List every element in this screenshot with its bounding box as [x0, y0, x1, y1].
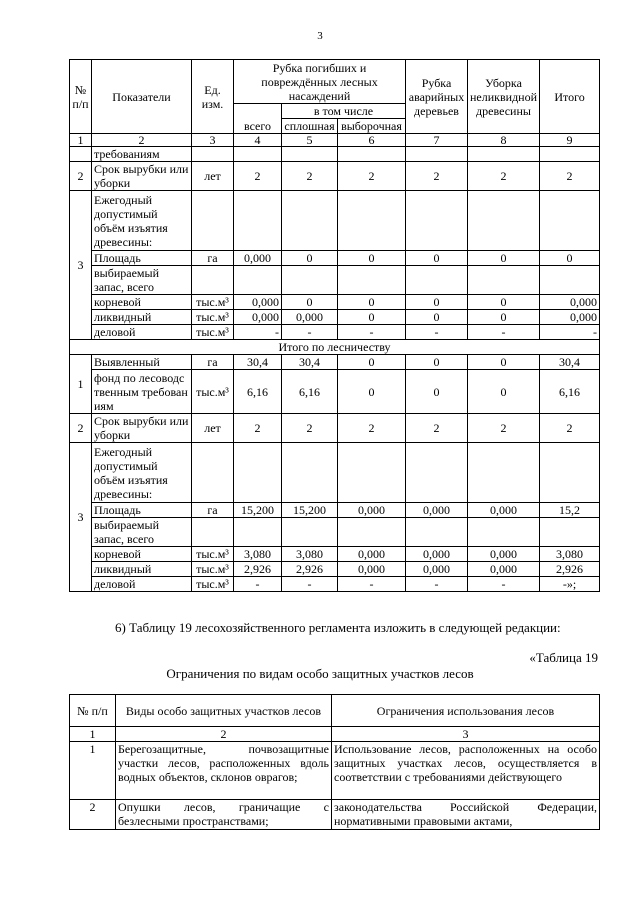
cell-value: 0 — [406, 370, 468, 414]
column-number: 3 — [332, 727, 600, 742]
cell-value: 0 — [406, 310, 468, 325]
cell-value: 0 — [338, 310, 406, 325]
row-unit: га — [192, 251, 234, 266]
cell-value: 2 — [234, 414, 282, 443]
cell-value: - — [282, 577, 338, 592]
table-caption: «Таблица 19 — [529, 650, 598, 665]
column-number: 2 — [92, 134, 192, 147]
cell-value: 0,000 — [234, 310, 282, 325]
row-label: фонд по лесоводственным требованиям — [92, 370, 192, 414]
row-label: деловой — [92, 325, 192, 340]
cell-value: 0,000 — [406, 562, 468, 577]
cell-value: -»; — [540, 577, 600, 592]
row-num: 3 — [70, 191, 92, 340]
row-label: ликвидный — [92, 562, 192, 577]
cell-value: 2 — [282, 162, 338, 191]
row-unit: тыс.м³ — [192, 295, 234, 310]
cell-value: 30,4 — [282, 355, 338, 370]
cell-value: 0 — [338, 355, 406, 370]
cell-value: 2 — [234, 162, 282, 191]
cell-value: 6,16 — [282, 370, 338, 414]
row-restriction: Использование лесов, расположенных на особо защитных участках лесов, осуществляется в соответствии с требованиями действующего — [332, 742, 600, 800]
row-label: Ежегодный допустимый объём изъятия древесины: — [92, 443, 192, 503]
table-row — [70, 800, 600, 830]
table-row — [70, 742, 600, 800]
row-label: деловой — [92, 577, 192, 592]
cell-value: 0 — [338, 295, 406, 310]
row-num: 3 — [70, 443, 92, 592]
amendment-paragraph: 6) Таблицу 19 лесохозяйственного регламента изложить в следующей редакции: — [115, 620, 561, 635]
row-num: 2 — [70, 162, 92, 191]
row-kind: Опушки лесов, граничащие с безлесными пространствами; — [116, 800, 332, 830]
column-number-row — [70, 134, 600, 147]
row-label: Площадь — [92, 251, 192, 266]
cell-value: - — [282, 325, 338, 340]
cell-value: 2 — [282, 414, 338, 443]
column-number: 6 — [338, 134, 406, 147]
cell-value: 2 — [338, 162, 406, 191]
cell-value: - — [406, 325, 468, 340]
table-row — [70, 251, 600, 266]
cell-value: - — [234, 577, 282, 592]
cell-value: 2 — [468, 162, 540, 191]
felling-volume-table — [69, 59, 600, 592]
table-row — [70, 503, 600, 518]
cell-value: 2 — [338, 414, 406, 443]
row-label: Выявленный — [92, 355, 192, 370]
cell-value: 30,4 — [540, 355, 600, 370]
table-row — [70, 310, 600, 325]
header-total: всего — [234, 104, 282, 134]
cell-value: 0,000 — [468, 562, 540, 577]
row-label: Срок вырубки или уборки — [92, 162, 192, 191]
cell-value: 0 — [282, 295, 338, 310]
row-label: Ежегодный допустимый объём изъятия древесины: — [92, 191, 192, 251]
row-label: корневой — [92, 547, 192, 562]
cell-value: 3,080 — [282, 547, 338, 562]
row-unit: тыс.м³ — [192, 325, 234, 340]
cell-value: 0,000 — [234, 251, 282, 266]
row-unit: лет — [192, 414, 234, 443]
cell-value: 0,000 — [540, 310, 600, 325]
row-kind: Берегозащитные, почвозащитные участки лесов, расположенных вдоль водных объектов, склонов оврагов; — [116, 742, 332, 800]
cell-value: 2 — [406, 414, 468, 443]
header-emergency: Рубка аварийных деревьев — [406, 60, 468, 134]
row-unit: тыс.м³ — [192, 310, 234, 325]
row-unit: га — [192, 355, 234, 370]
table-row — [70, 162, 600, 191]
row-label: корневой — [92, 295, 192, 310]
row-unit: лет — [192, 162, 234, 191]
cell-value: 0 — [468, 295, 540, 310]
cell-value: - — [234, 325, 282, 340]
cell-value: 0,000 — [234, 295, 282, 310]
cell-value: 2 — [540, 414, 600, 443]
cell-value: - — [468, 325, 540, 340]
row-label: выбираемый запас, всего — [92, 266, 192, 295]
cell-value: 15,200 — [282, 503, 338, 518]
page-number: 3 — [317, 30, 323, 42]
cell-value: 15,200 — [234, 503, 282, 518]
header-dead-felling: Рубка погибших и повреждённых лесных насаждений — [234, 60, 406, 104]
row-label: ликвидный — [92, 310, 192, 325]
column-number: 5 — [282, 134, 338, 147]
cell-value: 0 — [468, 251, 540, 266]
cell-value: 3,080 — [234, 547, 282, 562]
cell-value: 30,4 — [234, 355, 282, 370]
column-number: 1 — [70, 134, 92, 147]
cell-value: - — [338, 325, 406, 340]
cell-value: 3,080 — [540, 547, 600, 562]
row-num: 2 — [70, 414, 92, 443]
row-label: требованиям — [92, 147, 192, 162]
cell-value: 0,000 — [468, 503, 540, 518]
header-num: № п/п — [70, 695, 116, 727]
cell-value: 2 — [406, 162, 468, 191]
table-row — [70, 325, 600, 340]
cell-value: - — [540, 325, 600, 340]
cell-value: 15,2 — [540, 503, 600, 518]
table-row — [70, 562, 600, 577]
cell-value: 0,000 — [406, 547, 468, 562]
cell-value: 2 — [540, 162, 600, 191]
cell-value: 0,000 — [468, 547, 540, 562]
header-itogo: Итого — [540, 60, 600, 134]
row-unit: га — [192, 503, 234, 518]
column-number: 7 — [406, 134, 468, 147]
column-number: 4 — [234, 134, 282, 147]
column-number: 9 — [540, 134, 600, 147]
table-row — [70, 577, 600, 592]
restrictions-table — [69, 694, 600, 830]
cell-value: 2,926 — [540, 562, 600, 577]
cell-value: 2 — [468, 414, 540, 443]
cell-value: 6,16 — [234, 370, 282, 414]
cell-value: 0 — [338, 370, 406, 414]
section-title: Итого по лесничеству — [70, 340, 600, 355]
row-num: 2 — [70, 800, 116, 830]
cell-value: - — [406, 577, 468, 592]
cell-value: - — [338, 577, 406, 592]
row-unit: тыс.м³ — [192, 577, 234, 592]
cell-value: 0 — [406, 355, 468, 370]
cell-value: 0 — [338, 251, 406, 266]
cell-value: 0 — [468, 310, 540, 325]
cell-value: 0,000 — [406, 503, 468, 518]
header-unit: Ед. изм. — [192, 60, 234, 134]
cell-value: 0 — [540, 251, 600, 266]
cell-value: 0 — [468, 355, 540, 370]
row-unit: тыс.м³ — [192, 547, 234, 562]
header-restrictions: Ограничения использования лесов — [332, 695, 600, 727]
row-restriction: законодательства Российской Федерации, нормативными правовыми актами, — [332, 800, 600, 830]
cell-value: 2,926 — [282, 562, 338, 577]
cell-value: 0,000 — [540, 295, 600, 310]
cell-value: 0 — [282, 251, 338, 266]
column-number: 8 — [468, 134, 540, 147]
cell-value: - — [468, 577, 540, 592]
row-num: 1 — [70, 355, 92, 414]
cell-value: 0,000 — [338, 547, 406, 562]
table-row — [70, 414, 600, 443]
header-indicators: Показатели — [92, 60, 192, 134]
column-number: 3 — [192, 134, 234, 147]
header-clear: сплошная — [282, 119, 338, 134]
header-kinds: Виды особо защитных участков лесов — [116, 695, 332, 727]
row-label: Площадь — [92, 503, 192, 518]
cell-value: 2,926 — [234, 562, 282, 577]
row-unit: тыс.м³ — [192, 370, 234, 414]
cell-value: 0 — [406, 295, 468, 310]
column-number: 2 — [116, 727, 332, 742]
row-unit: тыс.м³ — [192, 562, 234, 577]
header-illiquid: Уборка неликвидной древесины — [468, 60, 540, 134]
header-including: в том числе — [282, 104, 406, 119]
cell-value: 0 — [468, 370, 540, 414]
cell-value: 0,000 — [338, 503, 406, 518]
cell-value: 0 — [406, 251, 468, 266]
header-selective: выборочная — [338, 119, 406, 134]
column-number: 1 — [70, 727, 116, 742]
row-label: Срок вырубки или уборки — [92, 414, 192, 443]
table-title: Ограничения по видам особо защитных участков лесов — [166, 666, 474, 681]
row-label: выбираемый запас, всего — [92, 518, 192, 547]
row-num: 1 — [70, 742, 116, 800]
header-num: № п/п — [70, 60, 92, 134]
table-row — [70, 547, 600, 562]
cell-value: 6,16 — [540, 370, 600, 414]
table-row — [70, 295, 600, 310]
cell-value: 0,000 — [282, 310, 338, 325]
cell-value: 0,000 — [338, 562, 406, 577]
